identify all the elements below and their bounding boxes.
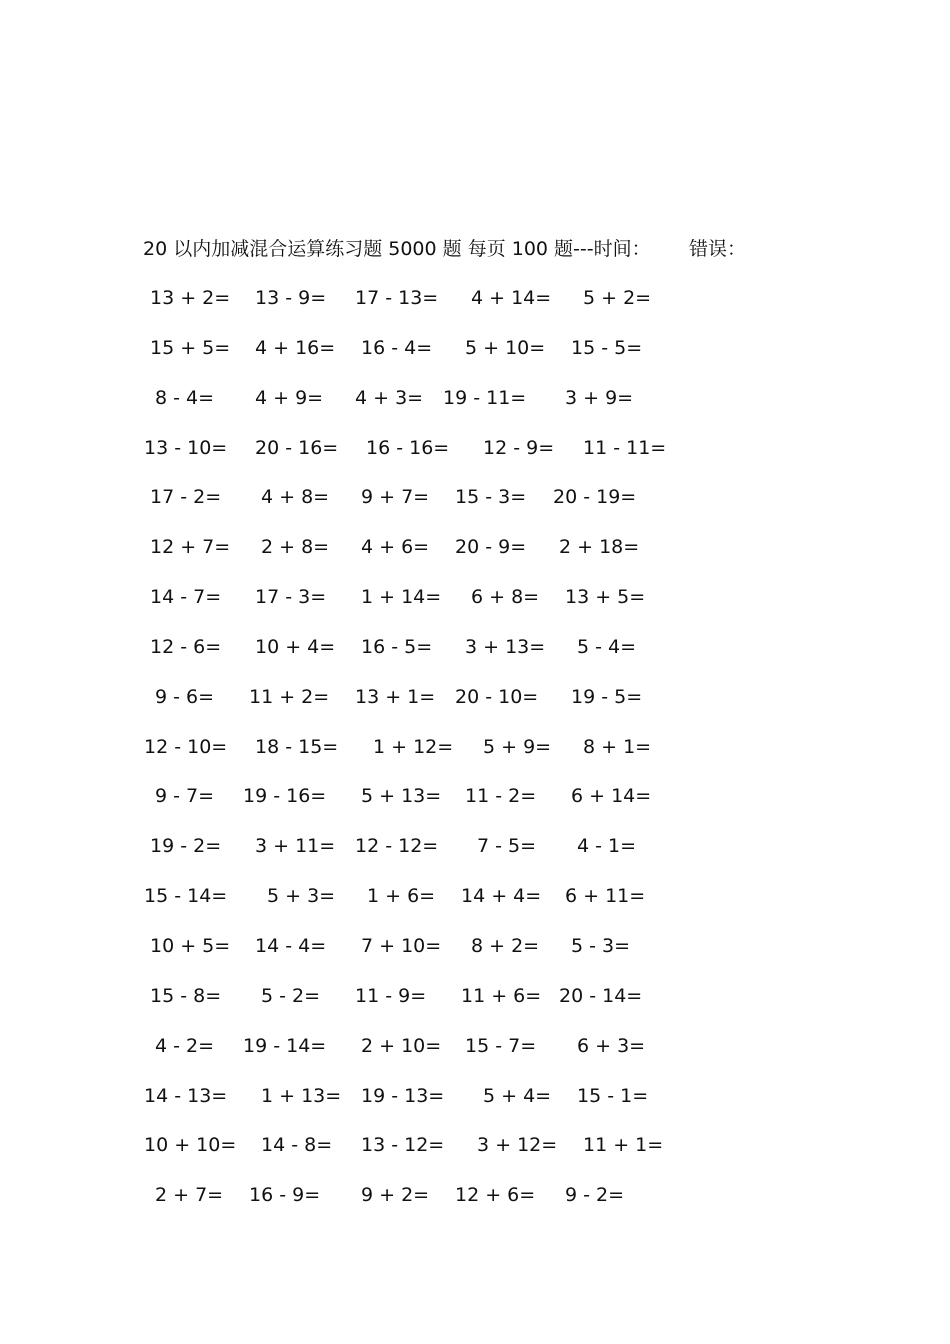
problem-item: 8 + 1= — [583, 735, 652, 758]
problem-item: 17 - 13= — [355, 287, 439, 309]
problem-item: 6 + 3= — [577, 1034, 646, 1057]
problem-item: 18 - 15= — [255, 735, 339, 758]
problem-item: 5 + 4= — [483, 1084, 552, 1107]
problem-item: 9 - 7= — [155, 785, 215, 808]
problem-item: 5 - 2= — [261, 984, 321, 1007]
problem-item: 16 - 9= — [249, 1184, 321, 1207]
problem-item: 20 - 19= — [553, 486, 637, 509]
problem-item: 10 + 4= — [255, 635, 336, 658]
problem-item: 14 + 4= — [461, 885, 542, 908]
problem-item: 2 + 10= — [361, 1034, 442, 1057]
problem-item: 1 + 12= — [373, 735, 454, 758]
problem-item: 15 - 5= — [571, 336, 643, 359]
problem-item: 11 - 9= — [355, 984, 427, 1007]
problem-item: 9 - 2= — [565, 1184, 625, 1207]
problem-item: 11 - 11= — [583, 436, 667, 459]
problem-item: 4 + 8= — [261, 486, 330, 509]
problem-item: 19 - 11= — [443, 386, 527, 409]
problem-item: 16 - 5= — [361, 635, 433, 658]
problem-item: 16 - 16= — [366, 436, 450, 459]
problem-item: 15 - 14= — [144, 885, 228, 908]
problem-item: 1 + 13= — [261, 1084, 342, 1107]
problem-item: 3 + 12= — [477, 1134, 558, 1157]
problem-item: 14 - 4= — [255, 934, 327, 957]
problem-item: 19 - 2= — [150, 835, 222, 858]
problem-item: 9 - 6= — [155, 685, 215, 708]
problem-item: 14 - 13= — [144, 1084, 228, 1107]
problem-item: 20 - 14= — [559, 984, 643, 1007]
problem-item: 11 - 2= — [465, 785, 537, 808]
problem-item: 12 - 12= — [355, 835, 439, 858]
problem-item: 4 - 1= — [577, 835, 637, 858]
worksheet-header — [143, 234, 747, 264]
problem-item: 3 + 13= — [465, 635, 546, 658]
problem-item: 7 + 10= — [361, 934, 442, 957]
errors-label: 错误： — [689, 238, 747, 260]
problem-item: 12 + 6= — [455, 1184, 536, 1207]
problem-item: 4 + 14= — [471, 287, 552, 309]
problem-item: 8 - 4= — [155, 386, 215, 409]
problem-item: 13 - 10= — [144, 436, 228, 459]
problem-item: 9 + 2= — [361, 1184, 430, 1207]
problem-item: 6 + 8= — [471, 586, 540, 609]
problem-item: 2 + 18= — [559, 536, 640, 559]
problem-item: 20 - 9= — [455, 536, 527, 559]
problem-item: 2 + 8= — [261, 536, 330, 559]
problem-item: 1 + 14= — [361, 586, 442, 609]
problem-item: 13 - 12= — [361, 1134, 445, 1157]
problem-item: 2 + 7= — [155, 1184, 224, 1207]
problem-item: 5 + 10= — [465, 336, 546, 359]
problem-item: 17 - 3= — [255, 586, 327, 609]
problem-item: 3 + 11= — [255, 835, 336, 858]
problem-item: 15 - 3= — [455, 486, 527, 509]
problem-item: 15 - 1= — [577, 1084, 649, 1107]
problem-item: 4 + 9= — [255, 386, 324, 409]
problem-item: 11 + 2= — [249, 685, 330, 708]
problem-item: 12 + 7= — [150, 536, 231, 559]
problem-item: 9 + 7= — [361, 486, 430, 509]
problem-item: 4 + 16= — [255, 336, 336, 359]
problem-item: 14 - 7= — [150, 586, 222, 609]
problem-item: 8 + 2= — [471, 934, 540, 957]
problem-item: 15 - 8= — [150, 984, 222, 1007]
problem-item: 12 - 9= — [483, 436, 555, 459]
problem-item: 19 - 16= — [243, 785, 327, 808]
problem-item: 4 - 2= — [155, 1034, 215, 1057]
problem-item: 4 + 6= — [361, 536, 430, 559]
problem-item: 5 + 9= — [483, 735, 552, 758]
problem-item: 13 + 5= — [565, 586, 646, 609]
problem-item: 12 - 10= — [144, 735, 228, 758]
problem-item: 5 + 2= — [583, 287, 652, 309]
problem-item: 11 + 6= — [461, 984, 542, 1007]
problem-item: 19 - 5= — [571, 685, 643, 708]
problem-item: 5 - 4= — [577, 635, 637, 658]
problem-item: 3 + 9= — [565, 386, 634, 409]
problem-item: 15 + 5= — [150, 336, 231, 359]
problem-item: 20 - 10= — [455, 685, 539, 708]
problem-item: 10 + 10= — [144, 1134, 237, 1157]
problem-item: 1 + 6= — [367, 885, 436, 908]
problem-item: 13 - 9= — [255, 287, 327, 309]
problem-item: 5 - 3= — [571, 934, 631, 957]
problem-item: 6 + 11= — [565, 885, 646, 908]
problem-item: 4 + 3= — [355, 386, 424, 409]
problem-item: 7 - 5= — [477, 835, 537, 858]
problem-item: 13 + 2= — [150, 287, 231, 309]
problem-item: 12 - 6= — [150, 635, 222, 658]
problem-item: 5 + 3= — [267, 885, 336, 908]
problem-item: 5 + 13= — [361, 785, 442, 808]
problem-item: 13 + 1= — [355, 685, 436, 708]
worksheet-title: 20 以内加减混合运算练习题 5000 题 每页 100 题---时间： — [143, 238, 651, 260]
problem-item: 10 + 5= — [150, 934, 231, 957]
problem-item: 15 - 7= — [465, 1034, 537, 1057]
problem-item: 19 - 13= — [361, 1084, 445, 1107]
problem-item: 17 - 2= — [150, 486, 222, 509]
problem-item: 16 - 4= — [361, 336, 433, 359]
problem-item: 6 + 14= — [571, 785, 652, 808]
problem-item: 19 - 14= — [243, 1034, 327, 1057]
problem-item: 20 - 16= — [255, 436, 339, 459]
problem-item: 11 + 1= — [583, 1134, 664, 1157]
problem-item: 14 - 8= — [261, 1134, 333, 1157]
